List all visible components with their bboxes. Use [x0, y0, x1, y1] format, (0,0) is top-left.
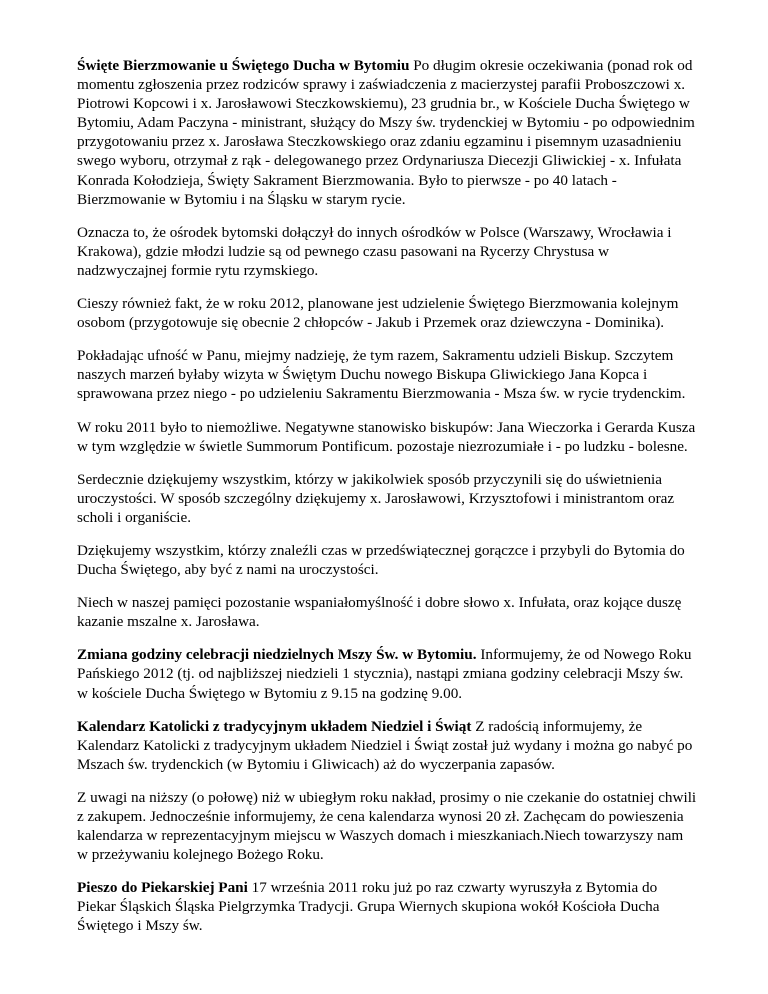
paragraph: Pokładając ufność w Panu, miejmy nadzieję, że tym razem, Sakramentu udzieli Biskup. Szczytem naszych marzeń byłaby wizyta w Świętym Duchu nowego Biskupa Gliwickiego Jana Kopca i sprawowana przez niego - po udzieleniu Sakramentu Bierzmowania - Msza św. w rycie trydenckim.	[77, 347, 686, 403]
section-3-first-paragraph	[77, 717, 697, 774]
paragraph: W roku 2011 było to niemożliwe. Negatywne stanowisko biskupów: Jana Wieczorka i Gerarda Kusza w tym względzie w świetle Summorum Pontificum. pozostaje niezrozumiałe i - po ludzku - bolesne.	[77, 418, 696, 455]
section-heading-kalendarz: Kalendarz Katolicki z tradycyjnym układem Niedziel i Świąt	[77, 717, 472, 735]
document-page	[77, 56, 697, 950]
paragraph: Z uwagi na niższy (o połowę) niż w ubiegłym roku nakład, prosimy o nie czekanie do ostatniej chwili z zakupem. Jednocześnie informujemy, że cena kalendarza wynosi 20 zł. Zachęcam do powieszenia kalendarza w reprezentacyjnym miejscu w Waszych domach i mieszkaniach.Niech towarzyszy nam w przeżywaniu kolejnego Bożego Roku.	[77, 788, 697, 864]
section-heading-bierzmowanie: Święte Bierzmowanie u Świętego Ducha w Bytomiu	[77, 57, 410, 74]
section-2-first-paragraph	[77, 645, 697, 702]
paragraph: Dziękujemy wszystkim, którzy znaleźli czas w przedświątecznej gorączce i przybyli do Bytomia do Ducha Świętego, aby być z nami na uroczystości.	[77, 541, 685, 579]
paragraph: 17 września 2011 roku już po raz czwarty wyruszyła z Bytomia do Piekar Śląskich Śląska Pielgrzymka Tradycji. Grupa Wiernych skupiona wokół Kościoła Ducha Świętego i Mszy św.	[77, 879, 660, 935]
paragraph: Po długim okresie oczekiwania (ponad rok od momentu zgłoszenia przez rodziców sprawy i zaświadczenia z macierzystej parafii Proboszczowi x. Piotrowi Kopcowi i x. Jarosławowi Steczkowskiemu), 23 grudnia br., w Kościele Ducha Świętego w Bytomiu, Adam Paczyna - ministrant, służący do Mszy św. trydenckiej w Bytomiu - po odpowiednim przygotowaniu przez x. Jarosława Steczkowskiego oraz zdaniu egzaminu i pisemnym uzasadnieniu swego wyboru, otrzymał z rąk - delegowanego przez Ordynariusza Diecezji Gliwickiej - x. Infułata Konrada Kołodzieja, Święty Sakrament Bierzmowania. Było to pierwsze - po 40 latach - Bierzmowanie w Bytomiu i na Śląsku w starym rycie.	[77, 57, 695, 208]
paragraph: Informujemy, że od Nowego Roku Pańskiego 2012 (tj. od najbliższej niedzieli 1 stycznia), nastąpi zmiana godziny celebracji Mszy św. w kościele Ducha Świętego w Bytomiu z 9.15 na godzinę 9.00.	[77, 646, 692, 702]
section-heading-pieszo: Pieszo do Piekarskiej Pani	[77, 879, 248, 897]
section-heading-zmiana-godziny: Zmiana godziny celebracji niedzielnych Mszy Św. w Bytomiu.	[77, 646, 477, 664]
paragraph: Niech w naszej pamięci pozostanie wspaniałomyślność i dobre słowo x. Infułata, oraz kojące duszę kazanie mszalne x. Jarosława.	[77, 594, 682, 631]
paragraph: Z radością informujemy, że Kalendarz Katolicki z tradycyjnym układem Niedziel i Świąt został już wydany i można go nabyć po Mszach św. trydenckich (w Bytomiu i Gliwicach) aż do wyczerpania zapasów.	[77, 717, 693, 773]
paragraph: Serdecznie dziękujemy wszystkim, którzy w jakikolwiek sposób przyczynili się do uświetnienia uroczystości. W sposób szczególny dziękujemy x. Jarosławowi, Krzysztofowi i ministrantom oraz scholi i organiście.	[77, 470, 675, 526]
paragraph: Cieszy również fakt, że w roku 2012, planowane jest udzielenie Świętego Bierzmowania kolejnym osobom (przygotowuje się obecnie 2 chłopców - Jakub i Przemek oraz dziewczyna - Dominika).	[77, 295, 679, 332]
section-1-first-paragraph	[77, 56, 697, 209]
section-4-first-paragraph	[77, 878, 697, 935]
paragraph: Oznacza to, że ośrodek bytomski dołączył do innych ośrodków w Polsce (Warszawy, Wrocławia i Krakowa), gdzie młodzi ludzie są od pewnego czasu pasowani na Rycerzy Chrystusa w nadzwyczajnej formie rytu rzymskiego.	[77, 223, 672, 279]
